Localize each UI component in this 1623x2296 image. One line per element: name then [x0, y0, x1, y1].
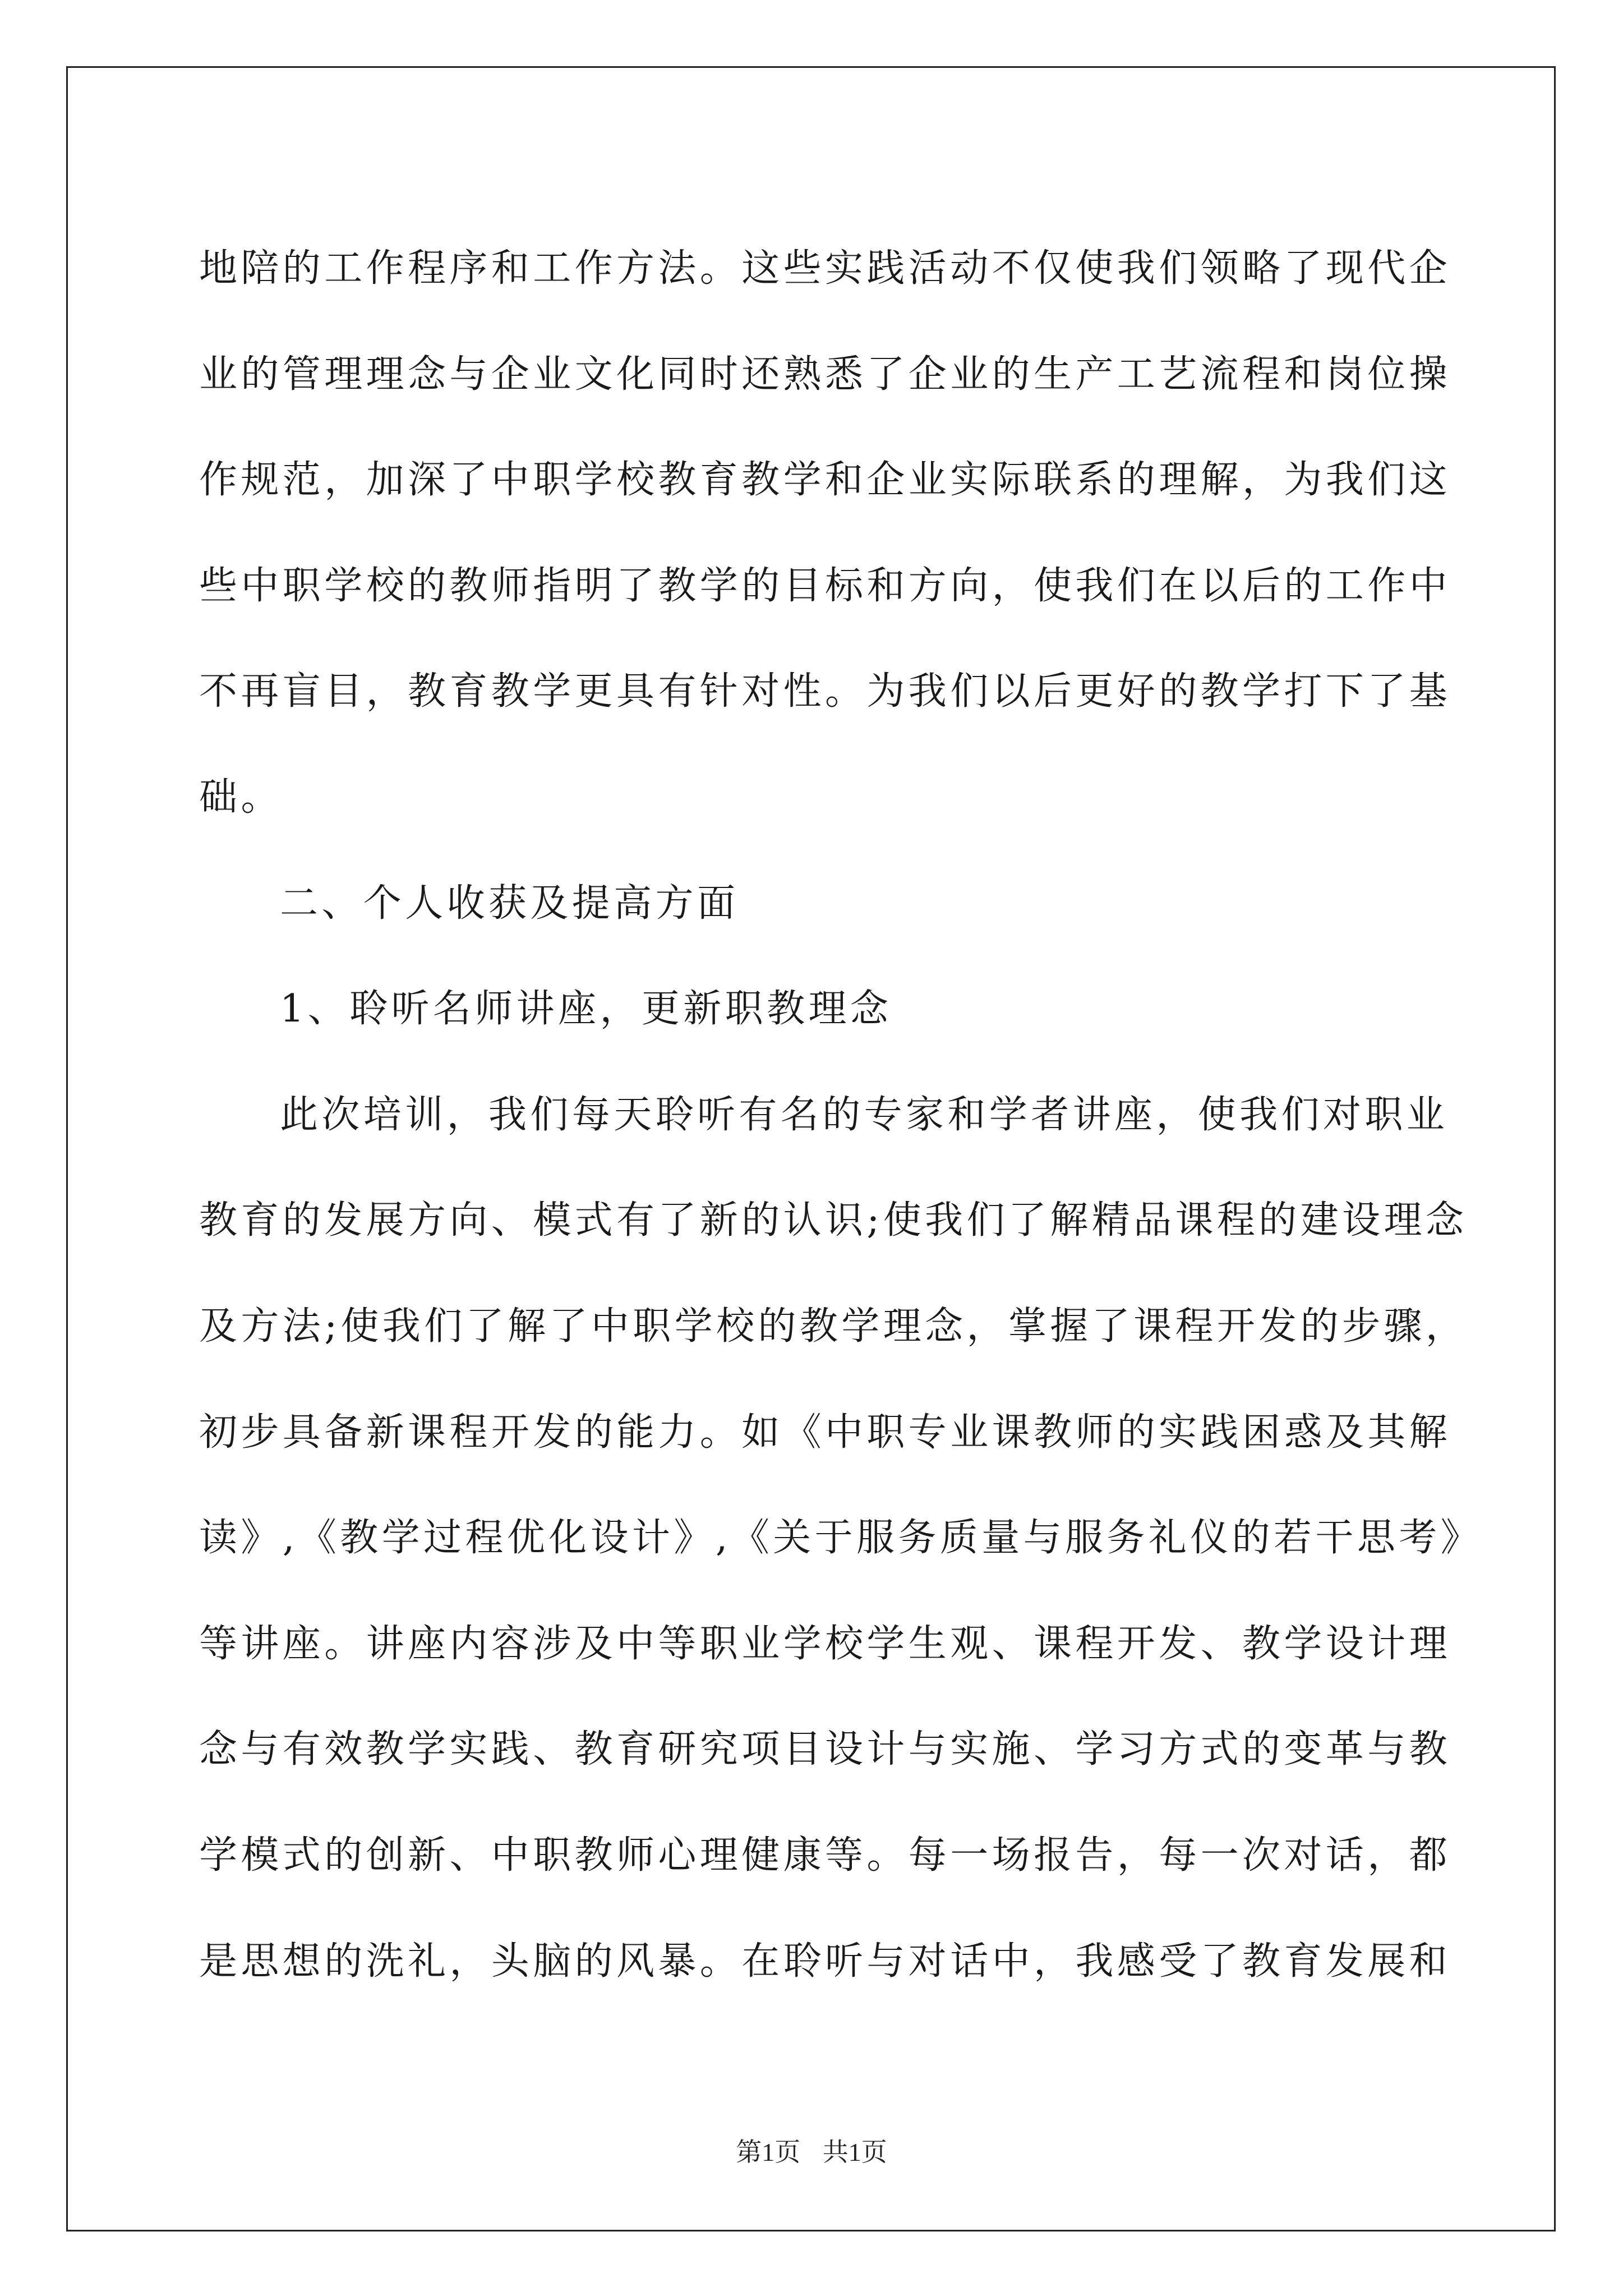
text-line-12: 初步具备新课程开发的能力。如《中职专业课教师的实践困惑及其解: [199, 1410, 1451, 1455]
text-line-6: 础。: [199, 775, 283, 820]
text-line-9: 此次培训，我们每天聆听有名的专家和学者讲座，使我们对职业: [280, 1092, 1449, 1137]
text-line-15: 念与有效教学实践、教育研究项目设计与实施、学习方式的变革与教: [199, 1727, 1451, 1772]
page-number-current: 第1页: [736, 2138, 801, 2166]
section-heading: 二、个人收获及提高方面: [280, 881, 739, 926]
text-line-17: 是思想的洗礼，头脑的风暴。在聆听与对话中，我感受了教育发展和: [199, 1939, 1451, 1984]
text-line-14: 等讲座。讲座内容涉及中等职业学校学生观、课程开发、教学设计理: [199, 1621, 1451, 1666]
page-number-total: 共1页: [822, 2138, 887, 2166]
text-line-10: 教育的发展方向、模式有了新的认识;使我们了解精品课程的建设理念: [199, 1198, 1468, 1243]
text-line-2: 业的管理理念与企业文化同时还熟悉了企业的生产工艺流程和岗位操: [199, 352, 1451, 397]
document-body: [199, 216, 1483, 2014]
text-line-4: 些中职学校的教师指明了教学的目标和方向，使我们在以后的工作中: [199, 563, 1451, 608]
subsection-heading: 1、聆听名师讲座，更新职教理念: [280, 987, 892, 1032]
text-line-5: 不再盲目，教育教学更具有针对性。为我们以后更好的教学打下了基: [199, 669, 1451, 714]
text-line-1: 地陪的工作程序和工作方法。这些实践活动不仅使我们领略了现代企: [199, 246, 1451, 291]
text-line-11: 及方法;使我们了解了中职学校的教学理念，掌握了课程开发的步骤，: [199, 1304, 1468, 1349]
text-line-3: 作规范，加深了中职学校教育教学和企业实际联系的理解，为我们这: [199, 458, 1451, 503]
page-footer: [0, 2132, 1623, 2169]
text-line-13: 读》,《教学过程优化设计》,《关于服务质量与服务礼仪的若干思考》: [199, 1516, 1483, 1561]
text-line-16: 学模式的创新、中职教师心理健康等。每一场报告，每一次对话，都: [199, 1833, 1451, 1878]
